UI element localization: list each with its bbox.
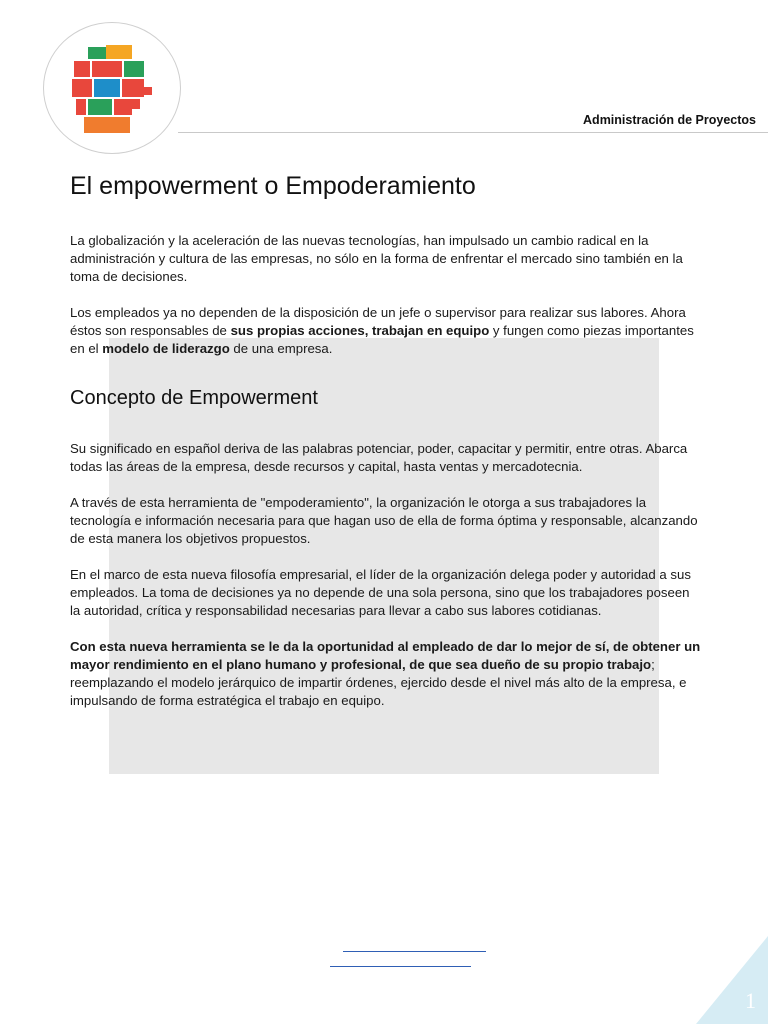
page-corner-decoration <box>696 936 768 1024</box>
footnote-link-line[interactable] <box>330 966 471 967</box>
text-segment: y fungen como piezas importantes en el <box>70 323 694 356</box>
tool-paragraph: A través de esta herramienta de "empoderamiento", la organización le otorga a sus trabajadores la tecnología e información necesaria para que hagan uso de ella de forma óptima y responsable, alcanzando de esta manera los objetivos propuestos. <box>70 495 698 546</box>
leadership-paragraph: En el marco de esta nueva filosofía empresarial, el líder de la organización delega poder y autoridad a sus empleados. La toma de decisiones ya no depende de una sola persona, sino que los trabajadores poseen la autoridad, crítica y responsabilidad necesarias para llevar a cabo sus labores cotidianas. <box>70 567 691 618</box>
page-title: El empowerment o Empoderamiento <box>70 172 476 200</box>
header-divider <box>178 132 768 133</box>
page-number: 1 <box>745 988 756 1013</box>
employees-paragraph <box>70 304 702 358</box>
footnote-link-line[interactable] <box>343 951 486 952</box>
bold-segment: modelo de liderazgo <box>102 341 230 356</box>
header-title: Administración de Proyectos <box>583 113 756 127</box>
head-mosaic-logo-icon <box>68 43 156 135</box>
logo <box>43 22 181 154</box>
text-segment: ; reemplazando el modelo jerárquico de impartir órdenes, ejercido desde el nivel más alto de la empresa, e impulsando de forma estratégica el trabajo en equipo. <box>70 657 687 708</box>
bold-segment: Con esta nueva herramienta se le da la oportunidad al empleado de dar lo mejor de sí, de obtener un mayor rendimiento en el plano humano y profesional, de que sea dueño de su propio trabajo <box>70 639 701 672</box>
text-segment: Los empleados ya no dependen de la disposición de un jefe o supervisor para realizar sus labores. Ahora éstos son responsables de <box>70 305 686 338</box>
section-title: Concepto de Empowerment <box>70 387 318 409</box>
bold-segment: sus propias acciones, trabajan en equipo <box>230 323 490 338</box>
text-segment: de una empresa. <box>229 341 333 356</box>
intro-paragraph: La globalización y la aceleración de las nuevas tecnologías, han impulsado un cambio radical en la administración y cultura de las empresas, no sólo en la forma de enfrentar el mercado sino también en la toma de decisiones. <box>70 233 683 284</box>
closing-paragraph <box>70 638 702 710</box>
document-body <box>70 168 702 728</box>
meaning-paragraph: Su significado en español deriva de las palabras potenciar, poder, capacitar y permitir, entre otras. Abarca todas las áreas de la empresa, desde recursos y capital, hasta ventas y mercadotecnia. <box>70 441 688 474</box>
